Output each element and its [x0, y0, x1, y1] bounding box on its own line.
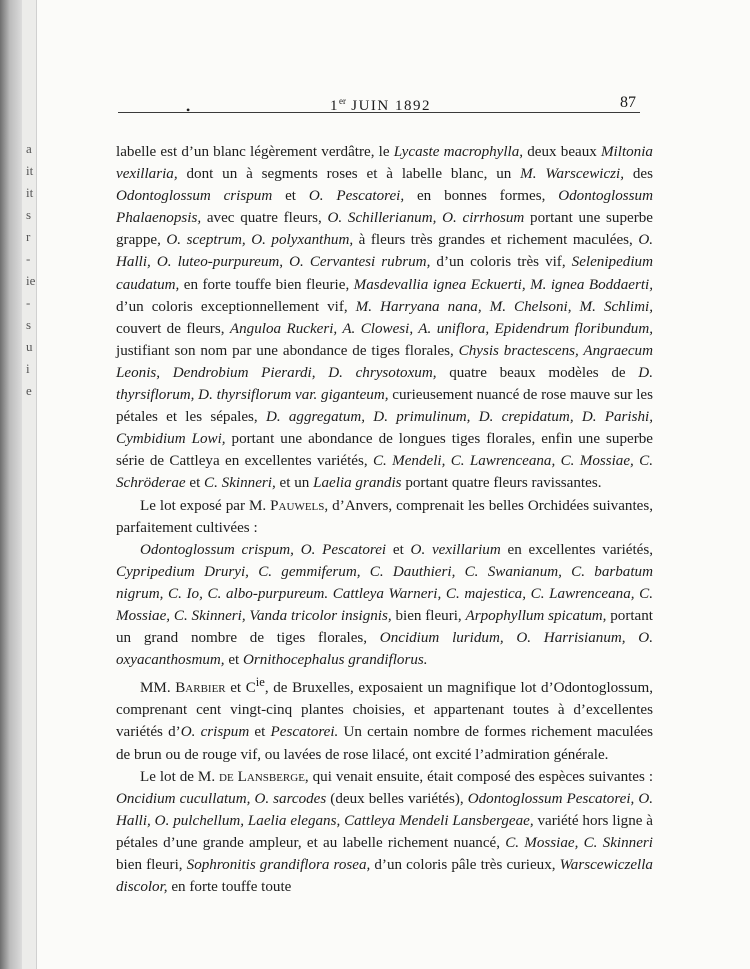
italic-text: D. thyrsiflorum, D. thyrsiflorum var. giganteum,: [116, 364, 653, 404]
italic-text: Laelia grandis: [313, 475, 402, 492]
italic-text: O. vexillarium: [410, 541, 501, 558]
italic-text: D. aggregatum, D. primulinum, D. crepidatum, D. Parishi, Cymbidium Lowi,: [116, 409, 653, 448]
text-run: ie: [255, 675, 265, 690]
gutter-fragment: ie: [26, 273, 36, 288]
text-run: dont un à segments roses et à labelle blanc, un: [177, 166, 521, 183]
italic-text: Pescatorei.: [270, 724, 339, 741]
text-run: en forte touffe toute: [167, 879, 292, 896]
text-run: et C: [225, 680, 256, 697]
gutter-fragment: -: [26, 295, 31, 310]
italic-text: Anguloa Ruckeri, A. Clowesi, A. uniflora, Epidendrum floribundum,: [229, 320, 653, 337]
paragraph: [116, 539, 653, 672]
text-run: (deux belles variétés),: [326, 790, 468, 807]
text-run: d’un coloris pâle très curieux,: [370, 857, 560, 874]
text-run: deux beaux: [523, 144, 601, 160]
gutter-fragment: it: [26, 185, 34, 200]
gutter-fragment: it: [26, 163, 34, 178]
text-run: et: [386, 541, 411, 558]
small-caps-name: de Lansberge: [219, 768, 305, 785]
italic-text: Chysis bractescens, Angraecum Leonis, Dendrobium Pierardi, D. chrysotoxum,: [116, 342, 653, 381]
text-run: des: [624, 166, 653, 183]
text-run: et: [249, 724, 271, 741]
italic-text: C. Skinneri,: [204, 475, 276, 492]
small-caps-name: Barbier: [175, 680, 226, 697]
text-run: en bonnes formes,: [404, 188, 559, 205]
paragraph: [116, 766, 653, 899]
italic-text: C. Mendeli, C. Lawrenceana, C. Mossiae, C. Schröderae: [116, 453, 653, 492]
italic-text: M. Harryana nana, M. Chelsoni, M. Schlimi,: [355, 298, 653, 315]
italic-text: Odontoglossum crispum, O. Pescatorei: [140, 541, 387, 558]
text-run: d’un coloris exceptionnellement vif,: [116, 298, 356, 315]
paragraph: [116, 141, 653, 495]
text-run: , qui venait ensuite, était composé des espèces suivantes :: [304, 768, 654, 785]
gutter-fragment: s: [26, 317, 32, 332]
italic-text: Odontoglossum crispum: [116, 188, 273, 205]
header-dot: •: [186, 103, 191, 117]
text-run: à fleurs très grandes et richement maculées,: [353, 232, 639, 249]
paragraph: [116, 671, 653, 765]
gutter-text-fragments: [26, 138, 36, 402]
text-run: bien fleuri,: [116, 857, 187, 874]
text-run: couvert de fleurs,: [116, 320, 230, 337]
text-run: portant un grand nombre de tiges florales,: [116, 607, 653, 647]
text-run: Le lot exposé par M.: [140, 497, 271, 514]
text-run: variété hors ligne à pétales d’une grande ampleur, et au labelle richement nuancé,: [116, 812, 653, 851]
gutter-fragment: i: [26, 361, 30, 376]
text-run: portant quatre fleurs ravissantes.: [401, 475, 602, 492]
italic-text: O. crispum: [180, 724, 250, 741]
text-run: en excellentes variétés,: [500, 541, 654, 558]
text-run: Le lot de M.: [140, 768, 220, 785]
text-run: MM.: [140, 680, 176, 697]
italic-text: Arpophyllum spicatum,: [465, 607, 607, 624]
italic-text: O. Pescatorei,: [308, 188, 405, 205]
italic-text: O. sceptrum, O. polyxanthum,: [166, 232, 354, 249]
italic-text: C. Mossiae, C. Skinneri: [505, 834, 653, 851]
small-caps-name: Pauwels: [270, 497, 325, 514]
italic-text: Lycaste macrophylla,: [393, 144, 524, 160]
italic-text: Sophronitis grandiflora rosea,: [186, 857, 371, 874]
book-gutter: [0, 0, 22, 969]
text-run: et: [185, 475, 205, 492]
italic-text: Selenipedium caudatum,: [116, 254, 653, 293]
text-run: justifiant son nom par une abondance de tiges florales,: [116, 342, 459, 359]
italic-text: Oncidium luridum, O. Harrisianum, O. oxyacanthosmum,: [116, 630, 653, 669]
italic-text: M. Warscewiczi,: [520, 166, 625, 183]
text-run: en forte touffe bien fleurie,: [179, 276, 354, 293]
text-run: et: [272, 188, 309, 205]
text-run: , d’Anvers, comprenait les belles Orchidées suivantes, parfaitement cultivées :: [116, 497, 653, 536]
italic-text: Miltonia vexillaria,: [116, 144, 653, 183]
running-header-date: 1er JUIN 1892: [330, 96, 431, 114]
italic-text: Oncidium cucullatum, O. sarcodes: [116, 790, 327, 807]
paragraph: [116, 495, 653, 539]
text-run: labelle est d’un blanc légèrement verdâtre, le: [116, 144, 394, 160]
page-number: 87: [620, 94, 636, 111]
italic-text: Odontoglossum Pescatorei, O. Halli, O. pulchellum, Laelia elegans, Cattleya Mendeli Lansbergeae,: [116, 790, 654, 829]
italic-text: Masdevallia ignea Eckuerti, M. ignea Boddaerti,: [353, 276, 653, 293]
italic-text: Ornithocephalus grandiflorus.: [243, 652, 428, 669]
text-run: bien fleuri,: [391, 607, 466, 624]
gutter-fragment: r: [26, 229, 31, 244]
text-run: d’un coloris très vif,: [430, 254, 572, 271]
text-run: portant une superbe grappe,: [116, 210, 653, 249]
text-run: Un certain nombre de formes richement maculées de brun ou de rouge vif, ou lavées de rose lilacé, ont excité l’admiration générale.: [116, 724, 653, 763]
italic-text: Cypripedium Druryi, C. gemmiferum, C. Dauthieri, C. Swanianum, C. barbatum nigrum, C. Io, C. albo-purpureum. Cattleya Warneri, C. majestica, C. Lawrenceana, C. Mossiae, C. Skinneri, Vanda tricolor insignis,: [116, 563, 653, 624]
gutter-fragment: a: [26, 141, 32, 156]
italic-text: O. Schillerianum, O. cirrhosum: [327, 210, 525, 227]
text-run: portant une abondance de longues tiges florales, enfin une superbe série de Cattleya en excellentes variétés,: [116, 431, 653, 470]
gutter-fragment: -: [26, 251, 31, 266]
gutter-fragment: e: [26, 383, 32, 398]
text-run: , de Bruxelles, exposaient un magnifique lot d’Odontoglossum, comprenant cent vingt-cinq plantes choisies, et appartenant toutes à d’excellentes variétés d’: [116, 680, 653, 741]
text-run: et: [224, 652, 244, 669]
body-text: [116, 141, 653, 898]
italic-text: O. Halli, O. luteo-purpureum, O. Cervantesi rubrum,: [116, 232, 654, 271]
italic-text: Odontoglossum Phalaenopsis,: [116, 188, 653, 227]
text-run: quatre beaux modèles de: [436, 364, 639, 381]
text-run: curieusement nuancé de rose mauve sur les pétales et les sépales,: [116, 387, 653, 426]
italic-text: Warscewiczella discolor,: [116, 857, 653, 896]
text-run: avec quatre fleurs,: [201, 210, 328, 227]
gutter-fragment: u: [26, 339, 33, 354]
gutter-fragment: s: [26, 207, 32, 222]
text-run: et un: [275, 475, 314, 492]
